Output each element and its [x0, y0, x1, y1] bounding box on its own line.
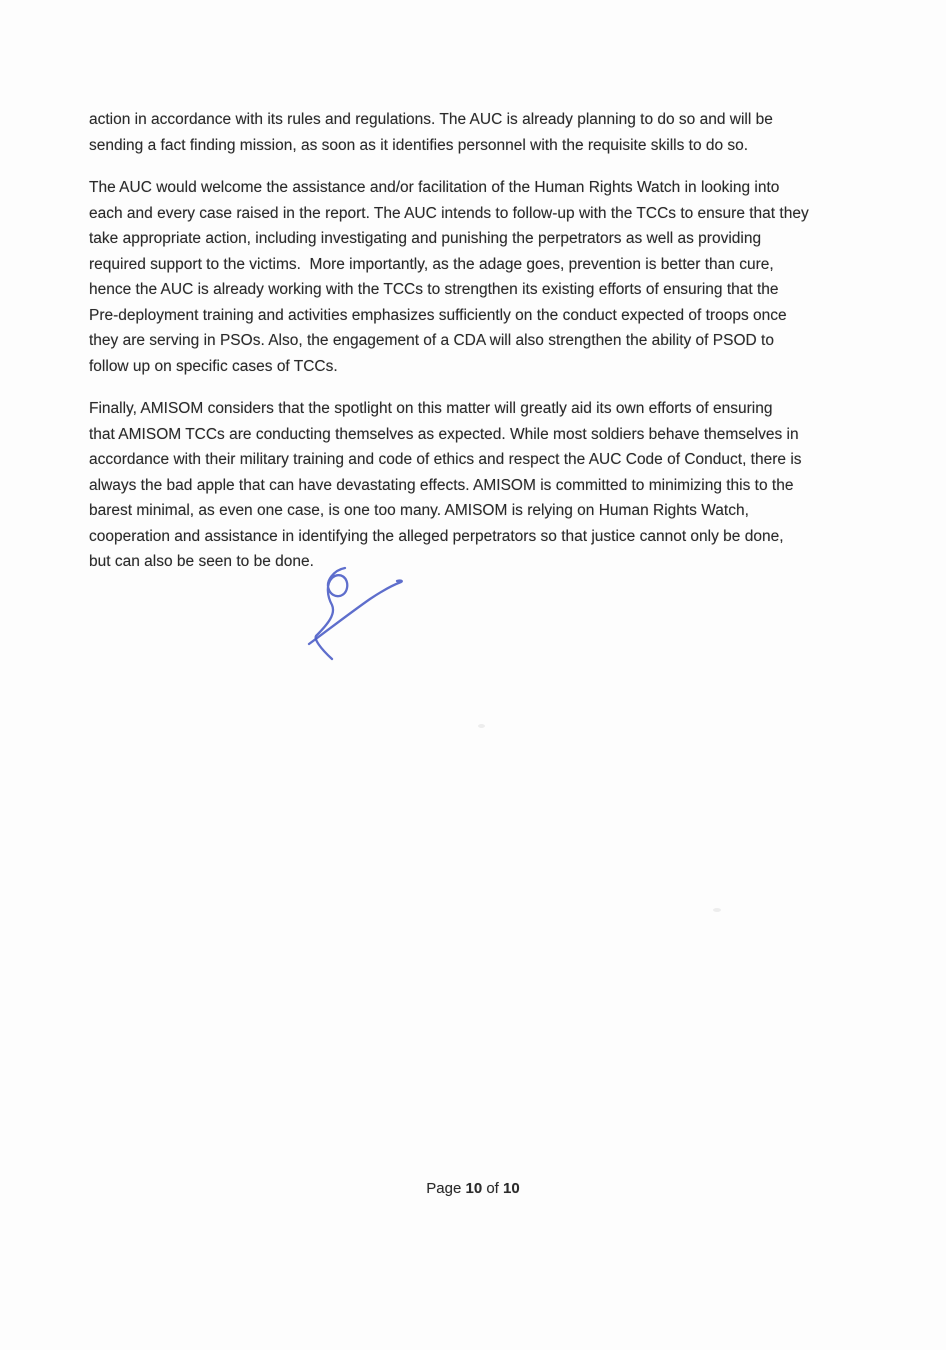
text-line: follow up on specific cases of TCCs.	[89, 357, 338, 375]
text-line: Pre-deployment training and activities emphasizes sufficiently on the conduct expected of troops once	[89, 306, 787, 324]
paragraph-3	[89, 396, 879, 575]
signature-block	[298, 556, 428, 668]
paragraph-1	[89, 107, 879, 158]
text-line: that AMISOM TCCs are conducting themselves as expected. While most soldiers behave themselves in	[89, 425, 799, 443]
footer-label-of: of	[486, 1180, 499, 1197]
scan-noise-speck	[478, 724, 485, 728]
signature-flourish-stroke	[316, 568, 348, 659]
footer-total-pages: 10	[503, 1180, 520, 1197]
text-line: each and every case raised in the report. The AUC intends to follow-up with the TCCs to ensure that they	[89, 204, 809, 222]
text-line: but can also be seen to be done.	[89, 553, 314, 570]
page-footer	[0, 1180, 946, 1197]
text-line: The AUC would welcome the assistance and/or facilitation of the Human Rights Watch in looking into	[89, 179, 780, 196]
text-line: take appropriate action, including investigating and punishing the perpetrators as well as providing	[89, 230, 762, 247]
letter-body	[89, 107, 879, 592]
text-line: cooperation and assistance in identifying the alleged perpetrators so that justice cannot only be done,	[89, 527, 784, 545]
text-line: always the bad apple that can have devastating effects. AMISOM is committed to minimizing this to the	[89, 476, 794, 494]
footer-current-page: 10	[465, 1180, 483, 1197]
signature-icon	[298, 556, 428, 668]
text-line: required support to the victims. More importantly, as the adage goes, prevention is better than cure,	[89, 255, 774, 273]
text-line: hence the AUC is already working with the TCCs to strengthen its existing efforts of ensuring that the	[89, 281, 779, 298]
signature-underline-stroke	[309, 581, 402, 644]
paragraph-2	[89, 175, 879, 379]
text-line: Finally, AMISOM considers that the spotlight on this matter will greatly aid its own efforts of ensuring	[89, 400, 773, 417]
text-line: accordance with their military training and code of ethics and respect the AUC Code of Conduct, there is	[89, 451, 802, 468]
text-line: sending a fact finding mission, as soon as it identifies personnel with the requisite skills to do so.	[89, 136, 749, 154]
footer-label-page: Page	[426, 1180, 462, 1197]
text-line: barest minimal, as even one case, is one too many. AMISOM is relying on Human Rights Watch,	[89, 502, 749, 519]
text-line: action in accordance with its rules and regulations. The AUC is already planning to do so and will be	[89, 111, 773, 128]
scan-noise-speck	[713, 908, 721, 912]
text-line: they are serving in PSOs. Also, the engagement of a CDA will also strengthen the ability of PSOD to	[89, 332, 774, 349]
